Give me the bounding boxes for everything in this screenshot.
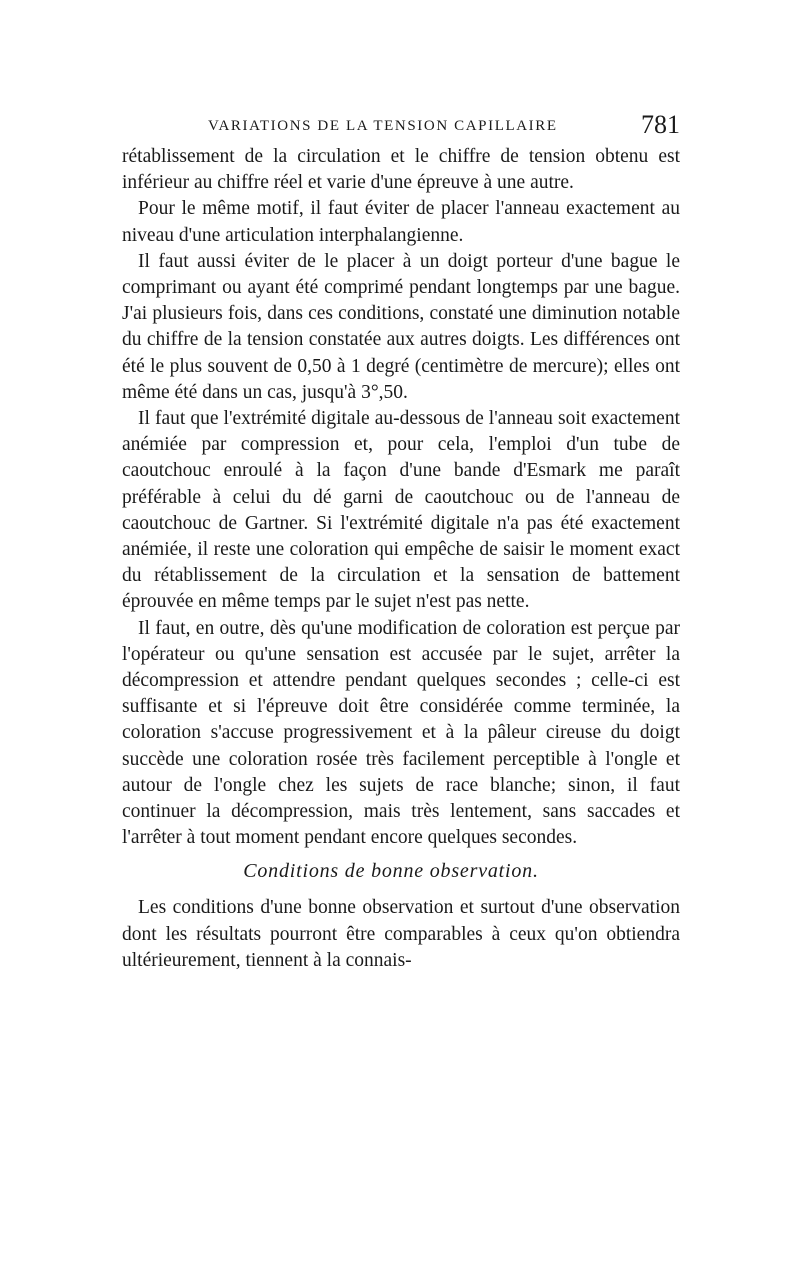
paragraph-4: Il faut que l'extrémité digitale au-dessous de l'anneau soit exactement anémiée par compression et, pour cela, l'emploi d'un tube de caoutchouc enroulé à la façon d'une bande d'Esmark me paraît préférable à celui du dé garni de caoutchouc ou de l'anneau de caoutchouc de Gartner. Si l'extrémité digitale n'a pas été exactement anémiée, il reste une coloration qui empêche de saisir le moment exact du rétablissement de la circulation et la sensation de battement éprouvée en même temps par le sujet n'est pas nette.	[122, 408, 680, 613]
page-body	[122, 144, 680, 974]
paragraph-final: Les conditions d'une bonne observation et surtout d'une observation dont les résultats pourront être comparables à ceux qu'on obtiendra ultérieurement, tiennent à la connais-	[122, 897, 680, 971]
paragraph-1: rétablissement de la circulation et le chiffre de tension obtenu est inférieur au chiffre réel et varie d'une épreuve à une autre.	[122, 146, 680, 194]
paragraph-3: Il faut aussi éviter de le placer à un doigt porteur d'une bague le comprimant ou ayant été comprimé pendant longtemps par une bague. J'ai plusieurs fois, dans ces conditions, constaté une diminution notable du chiffre de la tension constatée aux autres doigts. Les différences ont été le plus souvent de 0,50 à 1 degré (centimètre de mercure); elles ont même été dans un cas, jusqu'à 3°,50.	[122, 250, 680, 403]
page-number: 781	[641, 110, 680, 139]
paragraph-2: Pour le même motif, il faut éviter de placer l'anneau exactement au niveau d'une articulation interphalangienne.	[122, 198, 680, 246]
page-header	[122, 110, 680, 142]
running-head: VARIATIONS DE LA TENSION CAPILLAIRE	[208, 118, 558, 134]
section-heading: Conditions de bonne observation.	[243, 860, 539, 883]
paragraph-5: Il faut, en outre, dès qu'une modification de coloration est perçue par l'opérateur ou qu'une sensation est accusée par le sujet, arrêter la décompression et attendre pendant quelques secondes ; celle-ci est suffisante et si l'épreuve doit être considérée comme terminée, la coloration s'accuse progressivement et à la pâleur cireuse du doigt succède une coloration rosée très facilement perceptible à l'ongle et autour de l'ongle chez les sujets de race blanche; sinon, il faut continuer la décompression, mais très lentement, sans saccades et l'arrêter à tout moment pendant encore quelques secondes.	[122, 617, 680, 849]
